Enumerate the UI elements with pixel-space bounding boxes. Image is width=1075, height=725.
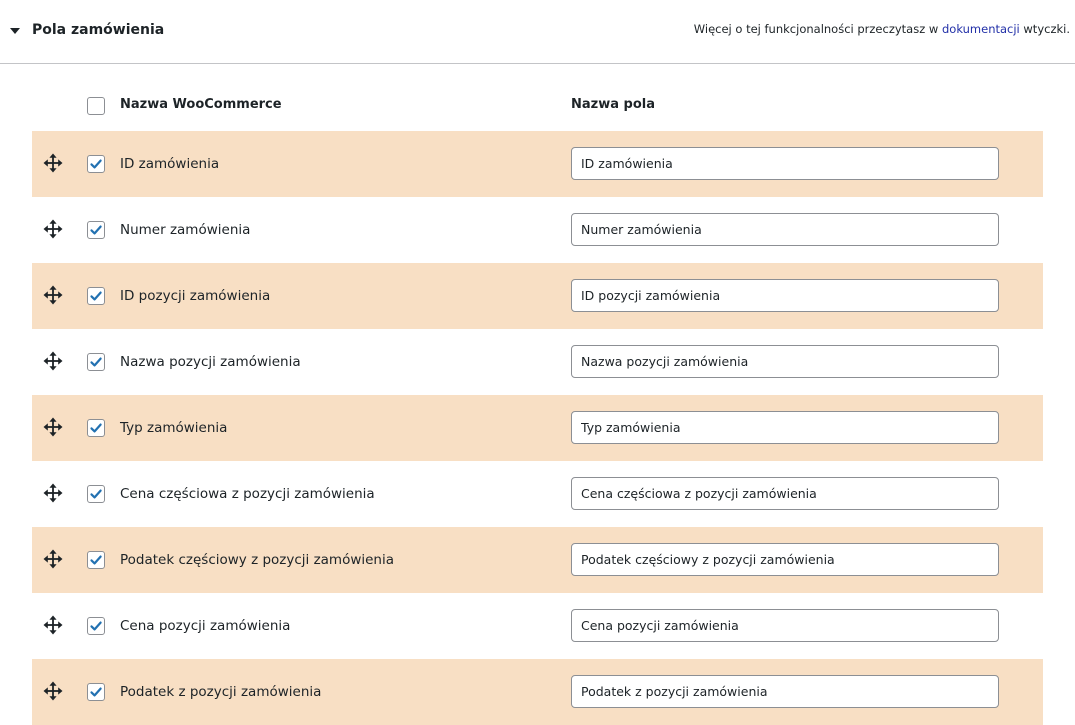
woocommerce-field-label: Cena częściowa z pozycji zamówienia xyxy=(120,486,375,502)
row-checkbox[interactable] xyxy=(87,551,105,569)
documentation-note-suffix: wtyczki. xyxy=(1023,22,1070,36)
row-checkbox[interactable] xyxy=(87,221,105,239)
table-row xyxy=(32,197,1043,263)
move-arrows-icon[interactable] xyxy=(43,285,63,305)
checkmark-icon xyxy=(89,619,103,633)
caret-down-icon[interactable] xyxy=(9,25,21,37)
checkmark-icon xyxy=(89,553,103,567)
woocommerce-field-label: Cena pozycji zamówienia xyxy=(120,618,291,634)
checkmark-icon xyxy=(89,289,103,303)
row-checkbox[interactable] xyxy=(87,485,105,503)
table-body xyxy=(32,131,1043,725)
woocommerce-field-label: Podatek częściowy z pozycji zamówienia xyxy=(120,552,395,568)
move-arrows-icon[interactable] xyxy=(43,153,63,173)
field-name-input[interactable] xyxy=(571,609,999,642)
row-checkbox[interactable] xyxy=(87,617,105,635)
table-row xyxy=(32,659,1043,725)
checkmark-icon xyxy=(89,355,103,369)
table-row xyxy=(32,395,1043,461)
section-header xyxy=(0,0,1075,64)
row-checkbox[interactable] xyxy=(87,353,105,371)
move-arrows-icon[interactable] xyxy=(43,681,63,701)
checkmark-icon xyxy=(89,223,103,237)
fields-table xyxy=(32,79,1043,725)
woocommerce-field-label: ID zamówienia xyxy=(120,156,220,172)
table-row xyxy=(32,593,1043,659)
checkmark-icon xyxy=(89,685,103,699)
field-name-input[interactable] xyxy=(571,675,999,708)
move-arrows-icon[interactable] xyxy=(43,219,63,239)
documentation-note xyxy=(694,21,1070,37)
row-checkbox[interactable] xyxy=(87,683,105,701)
field-name-input[interactable] xyxy=(571,213,999,246)
table-row xyxy=(32,131,1043,197)
section-title: Pola zamówienia xyxy=(32,22,165,38)
move-arrows-icon[interactable] xyxy=(43,351,63,371)
table-row xyxy=(32,263,1043,329)
row-checkbox[interactable] xyxy=(87,155,105,173)
column-header-field-name: Nazwa pola xyxy=(571,97,655,112)
field-name-input[interactable] xyxy=(571,147,999,180)
move-arrows-icon[interactable] xyxy=(43,549,63,569)
move-arrows-icon[interactable] xyxy=(43,483,63,503)
documentation-note-prefix: Więcej o tej funkcjonalności przeczytasz w xyxy=(693,22,939,36)
move-arrows-icon[interactable] xyxy=(43,417,63,437)
field-name-input[interactable] xyxy=(571,411,999,444)
field-name-input[interactable] xyxy=(571,345,999,378)
woocommerce-field-label: Podatek z pozycji zamówienia xyxy=(120,684,322,700)
table-row xyxy=(32,461,1043,527)
woocommerce-field-label: Nazwa pozycji zamówienia xyxy=(120,354,301,370)
checkmark-icon xyxy=(89,157,103,171)
row-checkbox[interactable] xyxy=(87,419,105,437)
woocommerce-field-label: Typ zamówienia xyxy=(120,420,228,436)
documentation-link[interactable]: dokumentacji xyxy=(941,22,1020,36)
table-row xyxy=(32,329,1043,395)
field-name-input[interactable] xyxy=(571,477,999,510)
woocommerce-field-label: ID pozycji zamówienia xyxy=(120,288,271,304)
column-header-woocommerce-name: Nazwa WooCommerce xyxy=(120,97,282,112)
move-arrows-icon[interactable] xyxy=(43,615,63,635)
woocommerce-field-label: Numer zamówienia xyxy=(120,222,251,238)
table-row xyxy=(32,527,1043,593)
field-name-input[interactable] xyxy=(571,543,999,576)
field-name-input[interactable] xyxy=(571,279,999,312)
row-checkbox[interactable] xyxy=(87,287,105,305)
checkmark-icon xyxy=(89,421,103,435)
select-all-checkbox[interactable] xyxy=(87,97,105,115)
table-header xyxy=(32,79,1043,131)
checkmark-icon xyxy=(89,487,103,501)
